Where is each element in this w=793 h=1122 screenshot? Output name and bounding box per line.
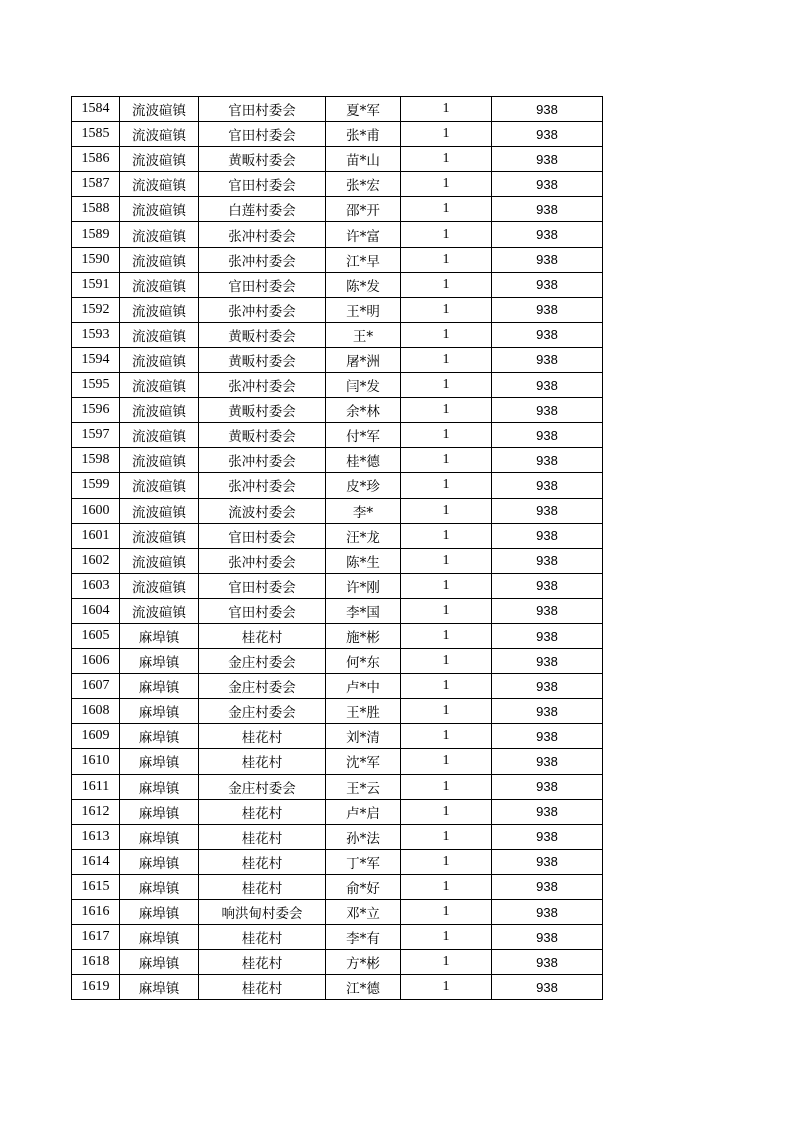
- name-cell: 夏*军: [326, 97, 401, 122]
- name-cell: 何*东: [326, 649, 401, 674]
- name-cell: 汪*龙: [326, 523, 401, 548]
- count-cell: 1: [401, 874, 492, 899]
- name-cell: 李*有: [326, 925, 401, 950]
- town-cell: 流波碹镇: [120, 498, 199, 523]
- count-cell: 1: [401, 824, 492, 849]
- count-cell: 1: [401, 749, 492, 774]
- table-row: [72, 147, 603, 172]
- table-row: [72, 649, 603, 674]
- town-cell: 麻埠镇: [120, 900, 199, 925]
- name-cell: 李*: [326, 498, 401, 523]
- count-cell: 1: [401, 322, 492, 347]
- village-committee-cell: 官田村委会: [199, 122, 326, 147]
- amount-cell: 938: [492, 147, 603, 172]
- village-committee-cell: 官田村委会: [199, 573, 326, 598]
- count-cell: 1: [401, 799, 492, 824]
- table-row: [72, 373, 603, 398]
- amount-cell: 938: [492, 749, 603, 774]
- village-committee-cell: 官田村委会: [199, 523, 326, 548]
- amount-cell: 938: [492, 97, 603, 122]
- serial-number-cell: 1602: [72, 548, 120, 573]
- town-cell: 麻埠镇: [120, 724, 199, 749]
- serial-number-cell: 1601: [72, 523, 120, 548]
- serial-number-cell: 1611: [72, 774, 120, 799]
- amount-cell: 938: [492, 247, 603, 272]
- amount-cell: 938: [492, 498, 603, 523]
- count-cell: 1: [401, 122, 492, 147]
- amount-cell: 938: [492, 874, 603, 899]
- town-cell: 麻埠镇: [120, 925, 199, 950]
- serial-number-cell: 1593: [72, 322, 120, 347]
- amount-cell: 938: [492, 222, 603, 247]
- count-cell: 1: [401, 724, 492, 749]
- town-cell: 流波碹镇: [120, 598, 199, 623]
- town-cell: 流波碹镇: [120, 347, 199, 372]
- town-cell: 麻埠镇: [120, 824, 199, 849]
- village-committee-cell: 金庄村委会: [199, 699, 326, 724]
- count-cell: 1: [401, 649, 492, 674]
- serial-number-cell: 1600: [72, 498, 120, 523]
- serial-number-cell: 1594: [72, 347, 120, 372]
- serial-number-cell: 1616: [72, 900, 120, 925]
- village-committee-cell: 桂花村: [199, 724, 326, 749]
- table-row: [72, 699, 603, 724]
- name-cell: 施*彬: [326, 623, 401, 648]
- table-row: [72, 122, 603, 147]
- town-cell: 流波碹镇: [120, 122, 199, 147]
- village-committee-cell: 官田村委会: [199, 97, 326, 122]
- serial-number-cell: 1599: [72, 473, 120, 498]
- village-committee-cell: 桂花村: [199, 975, 326, 1000]
- amount-cell: 938: [492, 297, 603, 322]
- town-cell: 流波碹镇: [120, 247, 199, 272]
- count-cell: 1: [401, 950, 492, 975]
- amount-cell: 938: [492, 824, 603, 849]
- table-row: [72, 523, 603, 548]
- count-cell: 1: [401, 849, 492, 874]
- name-cell: 许*刚: [326, 573, 401, 598]
- name-cell: 邓*立: [326, 900, 401, 925]
- village-committee-cell: 黄畈村委会: [199, 398, 326, 423]
- count-cell: 1: [401, 925, 492, 950]
- town-cell: 流波碹镇: [120, 398, 199, 423]
- table-row: [72, 222, 603, 247]
- count-cell: 1: [401, 172, 492, 197]
- name-cell: 孙*法: [326, 824, 401, 849]
- amount-cell: 938: [492, 322, 603, 347]
- serial-number-cell: 1619: [72, 975, 120, 1000]
- amount-cell: 938: [492, 849, 603, 874]
- village-committee-cell: 桂花村: [199, 950, 326, 975]
- name-cell: 卢*启: [326, 799, 401, 824]
- name-cell: 陈*生: [326, 548, 401, 573]
- village-committee-cell: 金庄村委会: [199, 774, 326, 799]
- name-cell: 许*富: [326, 222, 401, 247]
- count-cell: 1: [401, 97, 492, 122]
- serial-number-cell: 1604: [72, 598, 120, 623]
- village-committee-cell: 张冲村委会: [199, 222, 326, 247]
- town-cell: 流波碹镇: [120, 423, 199, 448]
- table-row: [72, 197, 603, 222]
- table-row: [72, 423, 603, 448]
- town-cell: 流波碹镇: [120, 448, 199, 473]
- serial-number-cell: 1612: [72, 799, 120, 824]
- name-cell: 邵*开: [326, 197, 401, 222]
- amount-cell: 938: [492, 373, 603, 398]
- count-cell: 1: [401, 222, 492, 247]
- name-cell: 王*明: [326, 297, 401, 322]
- serial-number-cell: 1603: [72, 573, 120, 598]
- village-committee-cell: 张冲村委会: [199, 373, 326, 398]
- table-row: [72, 950, 603, 975]
- town-cell: 流波碹镇: [120, 197, 199, 222]
- count-cell: 1: [401, 473, 492, 498]
- village-committee-cell: 流波村委会: [199, 498, 326, 523]
- amount-cell: 938: [492, 347, 603, 372]
- amount-cell: 938: [492, 423, 603, 448]
- count-cell: 1: [401, 774, 492, 799]
- table-row: [72, 874, 603, 899]
- count-cell: 1: [401, 623, 492, 648]
- name-cell: 刘*清: [326, 724, 401, 749]
- amount-cell: 938: [492, 548, 603, 573]
- count-cell: 1: [401, 900, 492, 925]
- town-cell: 流波碹镇: [120, 172, 199, 197]
- serial-number-cell: 1615: [72, 874, 120, 899]
- name-cell: 卢*中: [326, 674, 401, 699]
- town-cell: 流波碹镇: [120, 473, 199, 498]
- table-row: [72, 272, 603, 297]
- village-committee-cell: 金庄村委会: [199, 649, 326, 674]
- table-row: [72, 849, 603, 874]
- count-cell: 1: [401, 272, 492, 297]
- roster-table: [71, 96, 603, 1000]
- amount-cell: 938: [492, 473, 603, 498]
- village-committee-cell: 官田村委会: [199, 172, 326, 197]
- name-cell: 张*宏: [326, 172, 401, 197]
- serial-number-cell: 1585: [72, 122, 120, 147]
- table-row: [72, 724, 603, 749]
- town-cell: 麻埠镇: [120, 674, 199, 699]
- town-cell: 麻埠镇: [120, 774, 199, 799]
- table-row: [72, 398, 603, 423]
- name-cell: 陈*发: [326, 272, 401, 297]
- table-row: [72, 774, 603, 799]
- table-row: [72, 347, 603, 372]
- village-committee-cell: 桂花村: [199, 799, 326, 824]
- serial-number-cell: 1608: [72, 699, 120, 724]
- town-cell: 麻埠镇: [120, 699, 199, 724]
- amount-cell: 938: [492, 172, 603, 197]
- village-committee-cell: 桂花村: [199, 849, 326, 874]
- serial-number-cell: 1591: [72, 272, 120, 297]
- serial-number-cell: 1610: [72, 749, 120, 774]
- count-cell: 1: [401, 448, 492, 473]
- amount-cell: 938: [492, 900, 603, 925]
- table-row: [72, 975, 603, 1000]
- amount-cell: 938: [492, 197, 603, 222]
- table-row: [72, 674, 603, 699]
- count-cell: 1: [401, 147, 492, 172]
- name-cell: 俞*好: [326, 874, 401, 899]
- count-cell: 1: [401, 398, 492, 423]
- table-row: [72, 900, 603, 925]
- name-cell: 皮*珍: [326, 473, 401, 498]
- serial-number-cell: 1590: [72, 247, 120, 272]
- name-cell: 李*国: [326, 598, 401, 623]
- village-committee-cell: 金庄村委会: [199, 674, 326, 699]
- name-cell: 王*云: [326, 774, 401, 799]
- village-committee-cell: 张冲村委会: [199, 548, 326, 573]
- serial-number-cell: 1588: [72, 197, 120, 222]
- town-cell: 麻埠镇: [120, 623, 199, 648]
- amount-cell: 938: [492, 573, 603, 598]
- village-committee-cell: 桂花村: [199, 623, 326, 648]
- town-cell: 流波碹镇: [120, 272, 199, 297]
- name-cell: 沈*军: [326, 749, 401, 774]
- amount-cell: 938: [492, 523, 603, 548]
- village-committee-cell: 白莲村委会: [199, 197, 326, 222]
- count-cell: 1: [401, 573, 492, 598]
- amount-cell: 938: [492, 623, 603, 648]
- table-row: [72, 749, 603, 774]
- table-row: [72, 925, 603, 950]
- village-committee-cell: 黄畈村委会: [199, 147, 326, 172]
- serial-number-cell: 1596: [72, 398, 120, 423]
- serial-number-cell: 1613: [72, 824, 120, 849]
- village-committee-cell: 张冲村委会: [199, 247, 326, 272]
- amount-cell: 938: [492, 122, 603, 147]
- count-cell: 1: [401, 699, 492, 724]
- town-cell: 流波碹镇: [120, 373, 199, 398]
- amount-cell: 938: [492, 699, 603, 724]
- name-cell: 江*早: [326, 247, 401, 272]
- table-row: [72, 247, 603, 272]
- count-cell: 1: [401, 297, 492, 322]
- amount-cell: 938: [492, 925, 603, 950]
- count-cell: 1: [401, 347, 492, 372]
- serial-number-cell: 1598: [72, 448, 120, 473]
- table-row: [72, 498, 603, 523]
- town-cell: 麻埠镇: [120, 799, 199, 824]
- village-committee-cell: 桂花村: [199, 824, 326, 849]
- town-cell: 流波碹镇: [120, 573, 199, 598]
- town-cell: 流波碹镇: [120, 297, 199, 322]
- amount-cell: 938: [492, 649, 603, 674]
- village-committee-cell: 桂花村: [199, 749, 326, 774]
- table-row: [72, 97, 603, 122]
- amount-cell: 938: [492, 950, 603, 975]
- serial-number-cell: 1586: [72, 147, 120, 172]
- town-cell: 麻埠镇: [120, 749, 199, 774]
- serial-number-cell: 1614: [72, 849, 120, 874]
- name-cell: 余*林: [326, 398, 401, 423]
- name-cell: 桂*德: [326, 448, 401, 473]
- name-cell: 闫*发: [326, 373, 401, 398]
- town-cell: 流波碹镇: [120, 523, 199, 548]
- table-row: [72, 799, 603, 824]
- town-cell: 麻埠镇: [120, 874, 199, 899]
- village-committee-cell: 张冲村委会: [199, 297, 326, 322]
- amount-cell: 938: [492, 724, 603, 749]
- serial-number-cell: 1589: [72, 222, 120, 247]
- town-cell: 流波碹镇: [120, 322, 199, 347]
- village-committee-cell: 桂花村: [199, 925, 326, 950]
- count-cell: 1: [401, 548, 492, 573]
- village-committee-cell: 官田村委会: [199, 272, 326, 297]
- table-row: [72, 598, 603, 623]
- village-committee-cell: 黄畈村委会: [199, 322, 326, 347]
- serial-number-cell: 1595: [72, 373, 120, 398]
- serial-number-cell: 1607: [72, 674, 120, 699]
- table-row: [72, 623, 603, 648]
- count-cell: 1: [401, 197, 492, 222]
- table-row: [72, 824, 603, 849]
- serial-number-cell: 1618: [72, 950, 120, 975]
- town-cell: 流波碹镇: [120, 548, 199, 573]
- name-cell: 王*胜: [326, 699, 401, 724]
- count-cell: 1: [401, 674, 492, 699]
- table-row: [72, 172, 603, 197]
- serial-number-cell: 1617: [72, 925, 120, 950]
- name-cell: 苗*山: [326, 147, 401, 172]
- serial-number-cell: 1597: [72, 423, 120, 448]
- village-committee-cell: 黄畈村委会: [199, 347, 326, 372]
- amount-cell: 938: [492, 398, 603, 423]
- village-committee-cell: 桂花村: [199, 874, 326, 899]
- town-cell: 麻埠镇: [120, 975, 199, 1000]
- table-row: [72, 573, 603, 598]
- amount-cell: 938: [492, 598, 603, 623]
- amount-cell: 938: [492, 448, 603, 473]
- name-cell: 江*德: [326, 975, 401, 1000]
- count-cell: 1: [401, 498, 492, 523]
- count-cell: 1: [401, 373, 492, 398]
- serial-number-cell: 1584: [72, 97, 120, 122]
- name-cell: 丁*军: [326, 849, 401, 874]
- amount-cell: 938: [492, 272, 603, 297]
- table-row: [72, 322, 603, 347]
- table-row: [72, 297, 603, 322]
- village-committee-cell: 黄畈村委会: [199, 423, 326, 448]
- name-cell: 屠*洲: [326, 347, 401, 372]
- amount-cell: 938: [492, 674, 603, 699]
- count-cell: 1: [401, 523, 492, 548]
- town-cell: 流波碹镇: [120, 147, 199, 172]
- serial-number-cell: 1606: [72, 649, 120, 674]
- count-cell: 1: [401, 247, 492, 272]
- table-row: [72, 473, 603, 498]
- name-cell: 王*: [326, 322, 401, 347]
- town-cell: 麻埠镇: [120, 849, 199, 874]
- roster-table-body: [72, 97, 603, 1000]
- name-cell: 付*军: [326, 423, 401, 448]
- count-cell: 1: [401, 975, 492, 1000]
- village-committee-cell: 张冲村委会: [199, 448, 326, 473]
- name-cell: 张*甫: [326, 122, 401, 147]
- table-row: [72, 548, 603, 573]
- count-cell: 1: [401, 598, 492, 623]
- serial-number-cell: 1587: [72, 172, 120, 197]
- village-committee-cell: 响洪甸村委会: [199, 900, 326, 925]
- amount-cell: 938: [492, 975, 603, 1000]
- town-cell: 流波碹镇: [120, 222, 199, 247]
- serial-number-cell: 1605: [72, 623, 120, 648]
- count-cell: 1: [401, 423, 492, 448]
- table-row: [72, 448, 603, 473]
- village-committee-cell: 官田村委会: [199, 598, 326, 623]
- town-cell: 麻埠镇: [120, 649, 199, 674]
- amount-cell: 938: [492, 774, 603, 799]
- town-cell: 麻埠镇: [120, 950, 199, 975]
- village-committee-cell: 张冲村委会: [199, 473, 326, 498]
- amount-cell: 938: [492, 799, 603, 824]
- serial-number-cell: 1592: [72, 297, 120, 322]
- serial-number-cell: 1609: [72, 724, 120, 749]
- name-cell: 方*彬: [326, 950, 401, 975]
- town-cell: 流波碹镇: [120, 97, 199, 122]
